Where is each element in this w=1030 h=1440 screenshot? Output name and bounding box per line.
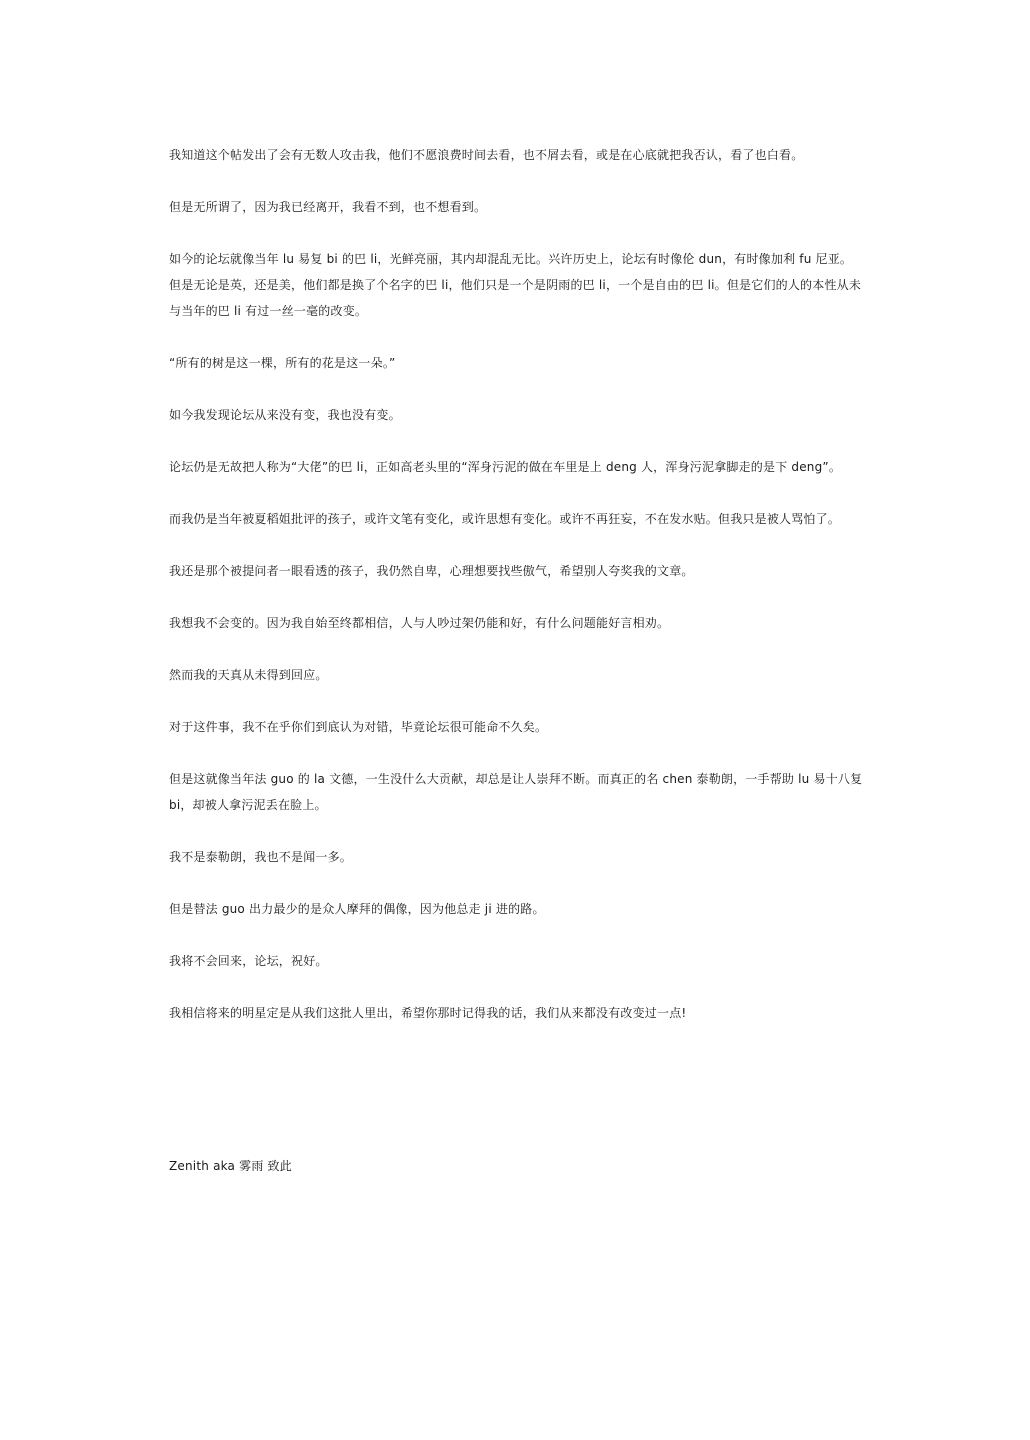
signature: Zenith aka 雾雨 致此	[169, 1159, 292, 1173]
paragraph-11: 对于这件事，我不在乎你们到底认为对错，毕竟论坛很可能命不久矣。	[169, 720, 548, 734]
paragraph-12: 但是这就像当年法 guo 的 la 文德，一生没什么大贡献，却总是让人崇拜不断。而真正的名 chen 泰勒朗，一手帮助 lu 易十八复 bi，却被人拿污泥丢在脸上。	[169, 772, 863, 812]
paragraph-2: 但是无所谓了，因为我已经离开，我看不到，也不想看到。	[169, 200, 487, 214]
paragraph-1: 我知道这个帖发出了会有无数人攻击我，他们不愿浪费时间去看，也不屑去看，或是在心底就把我否认，看了也白看。	[169, 148, 804, 162]
paragraph-7: 而我仍是当年被夏稻姐批评的孩子，或许文笔有变化，或许思想有变化。或许不再狂妄，不在发水贴。但我只是被人骂怕了。	[169, 512, 841, 526]
paragraph-5: 如今我发现论坛从来没有变，我也没有变。	[169, 408, 401, 422]
paragraph-16: 我相信将来的明星定是从我们这批人里出，希望你那时记得我的话，我们从来都没有改变过一点!	[169, 1006, 687, 1020]
paragraph-6: 论坛仍是无故把人称为“大佬”的巴 li，正如高老头里的“浑身污泥的做在车里是上 deng 人，浑身污泥拿脚走的是下 deng”。	[169, 460, 842, 474]
paragraph-3: 如今的论坛就像当年 lu 易复 bi 的巴 li，光鲜亮丽，其内却混乱无比。兴许历史上，论坛有时像伦 dun，有时像加利 fu 尼亚。但是无论是英，还是美，他们都是换了个名字的巴 li，他们只是一个是阴雨的巴 li，一个是自由的巴 li。但是它们的人的本性从未与当年的巴 li 有过一丝一毫的改变。	[169, 252, 862, 318]
paragraph-8: 我还是那个被提问者一眼看透的孩子，我仍然自卑，心理想要找些傲气，希望别人夸奖我的文章。	[169, 564, 694, 578]
letter-body	[169, 142, 864, 1052]
paragraph-15: 我将不会回来，论坛，祝好。	[169, 954, 328, 968]
paragraph-9: 我想我不会变的。因为我自始至终都相信，人与人吵过架仍能和好，有什么问题能好言相劝。	[169, 616, 670, 630]
paragraph-4: “所有的树是这一棵，所有的花是这一朵。”	[169, 356, 396, 370]
paragraph-14: 但是替法 guo 出力最少的是众人摩拜的偶像，因为他总走 ji 进的路。	[169, 902, 545, 916]
paragraph-10: 然而我的天真从未得到回应。	[169, 668, 328, 682]
paragraph-13: 我不是泰勒朗，我也不是闻一多。	[169, 850, 353, 864]
